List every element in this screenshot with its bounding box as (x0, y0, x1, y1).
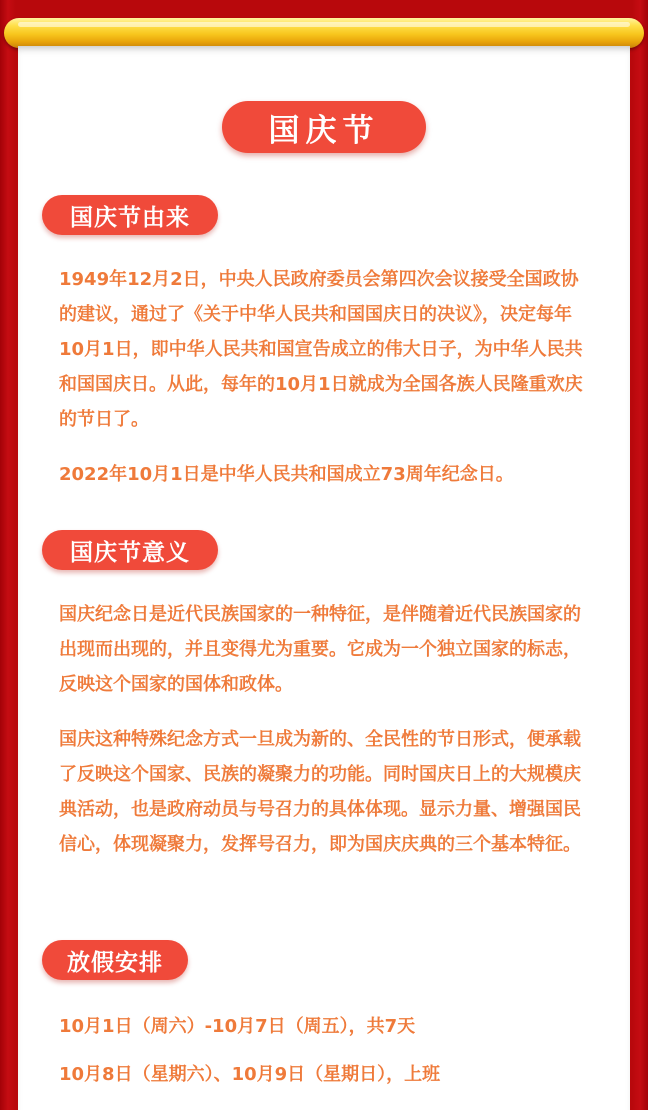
section-heading-origin: 国庆节由来 (42, 195, 218, 235)
section-heading-holiday: 放假安排 (42, 940, 188, 980)
holiday-line-1: 10月1日（周六）-10月7日（周五），共7天 (59, 1016, 416, 1037)
meaning-paragraph-2: 国庆这种特殊纪念方式一旦成为新的、全民性的节日形式，便承载了反映这个国家、民族的凝聚力的功能。同时国庆日上的大规模庆典活动，也是政府动员与号召力的具体体现。显示力量、增强国民信心，体现凝聚力，发挥号召力，即为国庆庆典的三个基本特征。 (59, 729, 581, 855)
section-heading-meaning: 国庆节意义 (42, 530, 218, 570)
holiday-line-2: 10月8日（星期六）、10月9日（星期日），上班 (59, 1064, 441, 1085)
meaning-paragraph-1: 国庆纪念日是近代民族国家的一种特征，是伴随着近代民族国家的出现而出现的，并且变得尤为重要。它成为一个独立国家的标志，反映这个国家的国体和政体。 (59, 604, 581, 695)
page-title: 国庆节 (222, 101, 426, 153)
golden-scroll-rod (4, 18, 644, 48)
origin-paragraph-2: 2022年10月1日是中华人民共和国成立73周年纪念日。 (59, 464, 514, 485)
origin-paragraph-1: 1949年12月2日，中央人民政府委员会第四次会议接受全国政协的建议，通过了《关于中华人民共和国国庆日的决议》，决定每年10月1日，即中华人民共和国宣告成立的伟大日子，为中华人民共和国国庆日。从此，每年的10月1日就成为全国各族人民隆重欢庆的节日了。 (59, 269, 583, 430)
